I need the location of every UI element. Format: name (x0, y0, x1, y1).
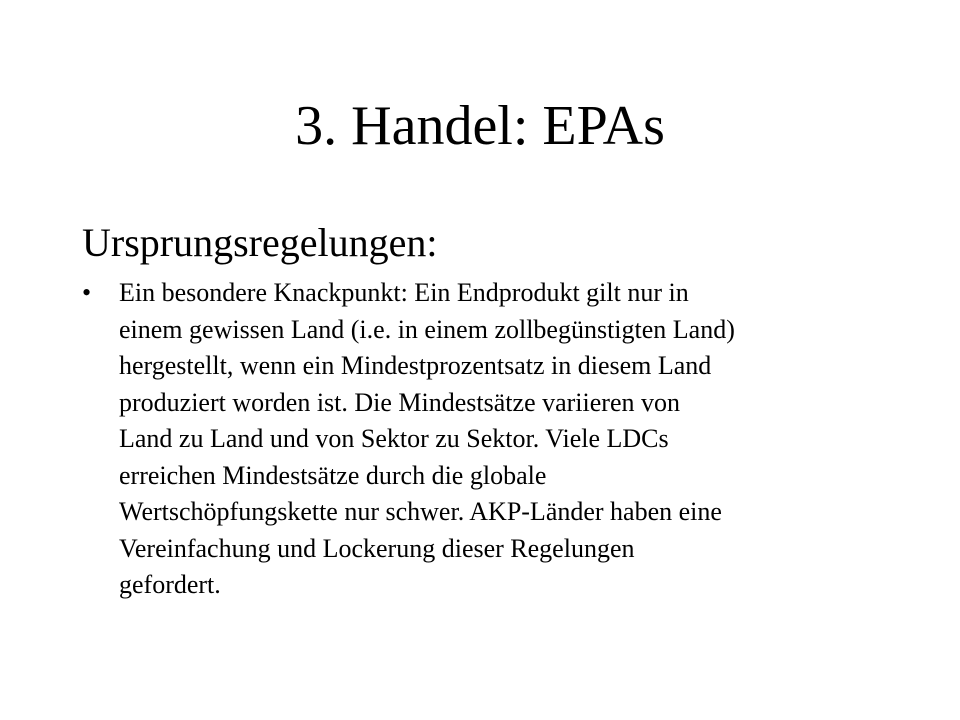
slide-title: 3. Handel: EPAs (295, 95, 665, 157)
bullet-text-line-9: gefordert. (119, 570, 221, 599)
bullet-text-line-1: Ein besondere Knackpunkt: Ein Endprodukt gilt nur in (119, 278, 689, 307)
bullet-list (82, 275, 892, 604)
bullet-text-line-4: produziert worden ist. Die Mindestsätze variieren von (119, 387, 680, 417)
bullet-text-line-8: Vereinfachung und Lockerung dieser Regelungen (119, 533, 635, 563)
bullet-text-line-6: erreichen Mindestsätze durch die globale (119, 460, 547, 490)
bullet-icon: • (82, 278, 92, 307)
bullet-text-line-3: hergestellt, wenn ein Mindestprozentsatz in diesem Land (119, 351, 712, 380)
bullet-text-line-5: Land zu Land und von Sektor zu Sektor. Viele LDCs (119, 424, 669, 453)
bullet-text-line-2: einem gewissen Land (i.e. in einem zollbegünstigten Land) (119, 314, 735, 344)
bullet-item (82, 275, 892, 604)
section-heading: Ursprungsregelungen: (82, 220, 438, 265)
bullet-text-line-7: Wertschöpfungskette nur schwer. AKP-Länder haben eine (119, 497, 722, 526)
